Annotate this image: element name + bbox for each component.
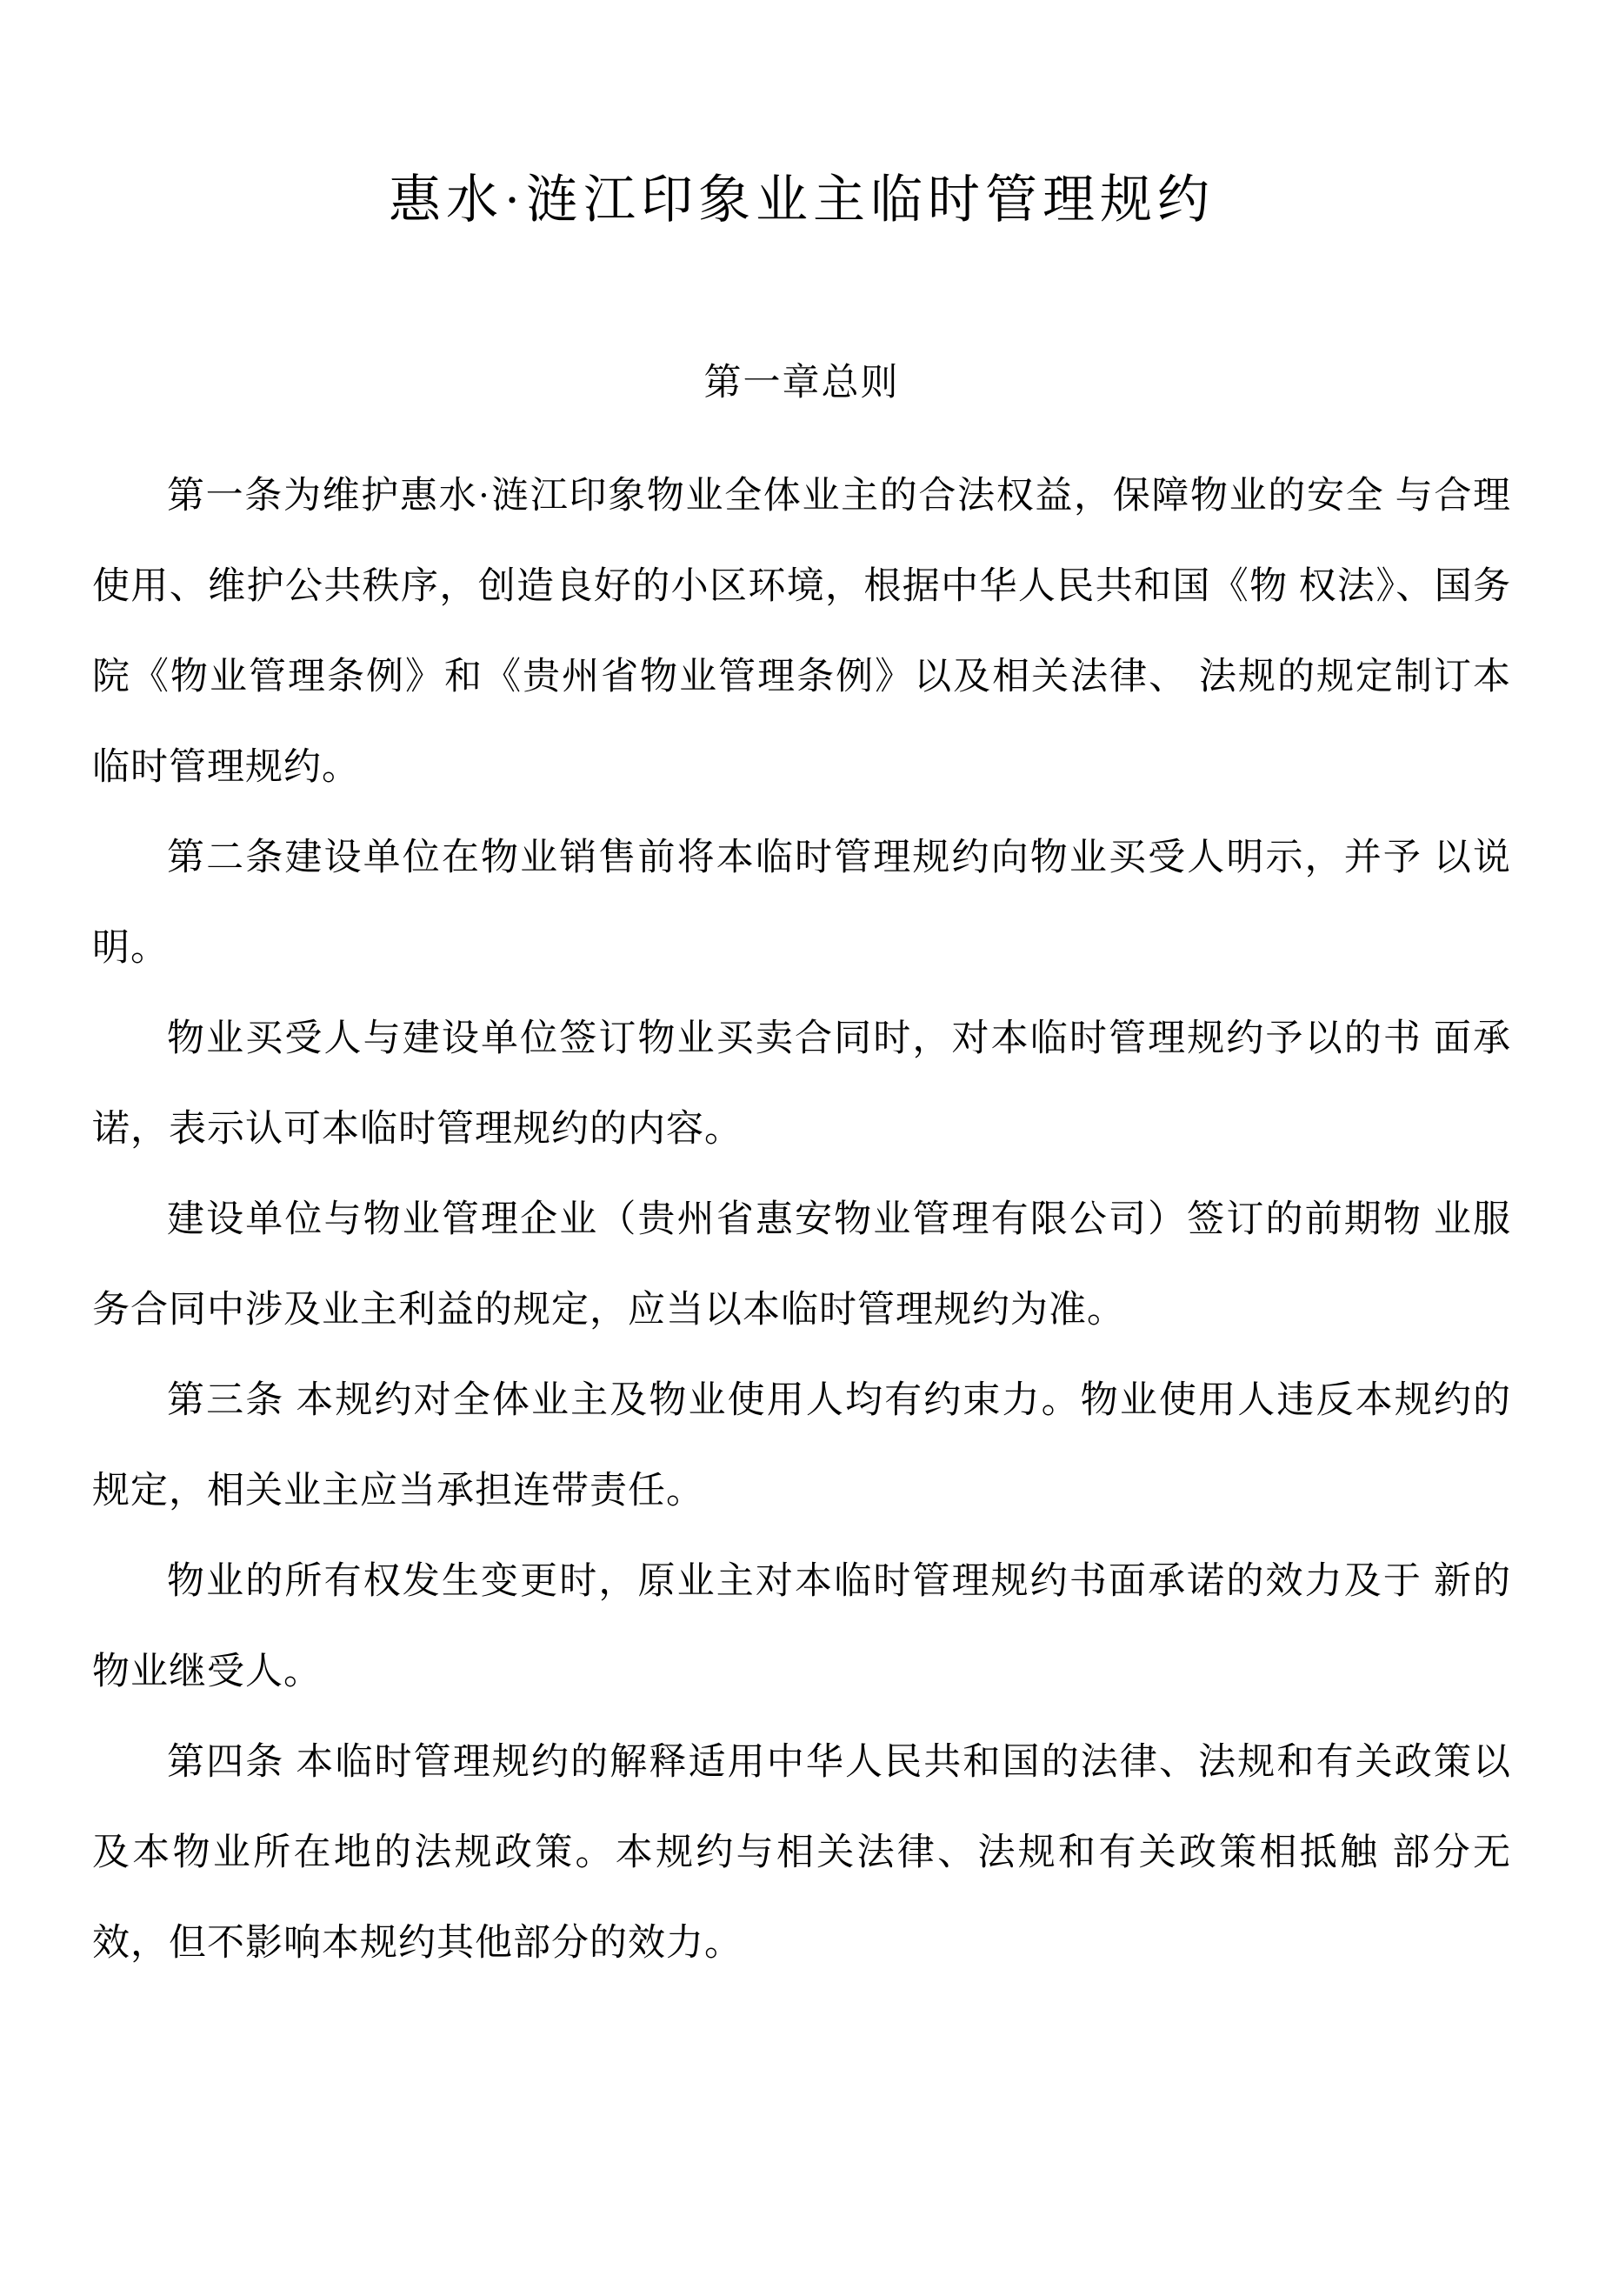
paragraph-article-3-cont-1: 物业的所有权发生变更时，原业主对本临时管理规约书面承诺的效力及于 新的物业继受人。 <box>92 1560 1511 1692</box>
paragraph-article-2-cont-2: 建设单位与物业管理企业（贵州省惠安物业管理有限公司）签订的前期物 业服务合同中涉及业主利益的规定，应当以本临时管理规约为准。 <box>92 1198 1511 1331</box>
paragraph-article-1: 第一条为维护惠水·涟江印象物业全体业主的合法权益，保障物业的安全 与合理使用、维护公共秩序，创造良好的小区环境，根据中华人民共和国《物 权法》、国务院《物业管理条例》和《贵州省物业管理条例》以及相关法律、 法规的规定制订本临时管理规约。 <box>92 475 1511 788</box>
document-body <box>92 451 1511 1989</box>
document-title: 惠水·涟江印象业主临时管理规约 <box>389 171 1215 229</box>
paragraph-article-3: 第三条 本规约对全体业主及物业使用人均有约束力。物业使用人违反本规约的规定，相关业主应当承担连带责任。 <box>92 1379 1511 1512</box>
paragraph-article-2: 第二条建设单位在物业销售前将本临时管理规约向物业买受人明示，并予 以说明。 <box>92 837 1511 969</box>
chapter-heading: 第一章总则 <box>703 363 900 404</box>
paragraph-article-2-cont-1: 物业买受人与建设单位签订物业买卖合同时，对本临时管理规约予以的书 面承诺，表示认可本临时管理规约的内容。 <box>92 1018 1511 1150</box>
paragraph-article-4: 第四条 本临时管理规约的解释适用中华人民共和国的法律、法规和有关政策以及本物业所在地的法规政策。本规约与相关法律、法规和有关政策相抵触 部分无效，但不影响本规约其他部分的效力。 <box>92 1741 1511 1964</box>
